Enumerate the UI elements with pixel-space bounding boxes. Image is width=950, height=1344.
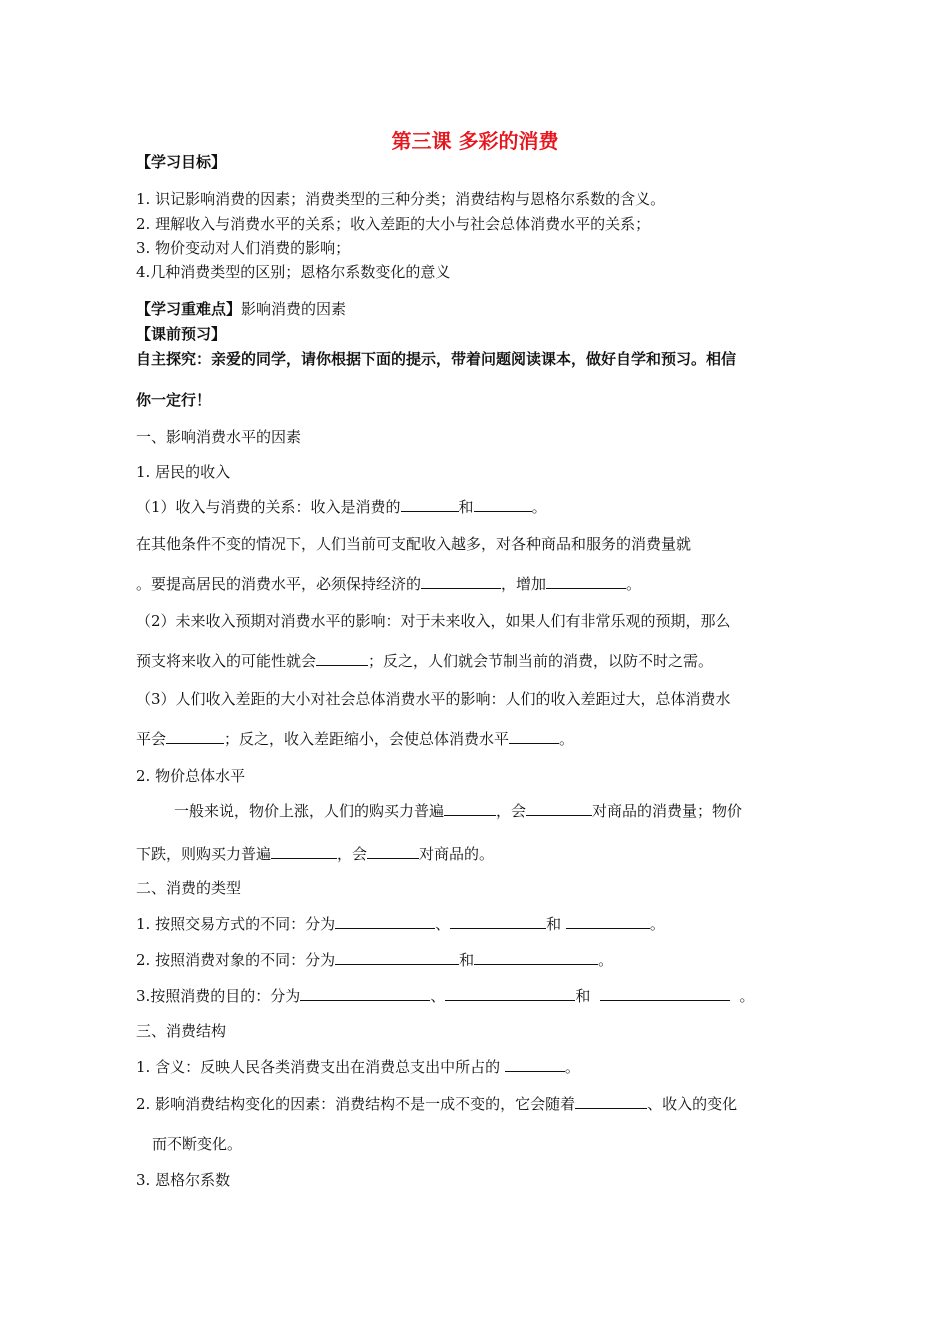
- fill-blank[interactable]: [566, 914, 650, 929]
- subsection-heading: 1. 居民的收入: [136, 463, 231, 481]
- fill-blank[interactable]: [526, 801, 592, 816]
- page-title: 第三课 多彩的消费: [391, 129, 559, 153]
- key-points-line: [136, 299, 346, 319]
- text-segment: 、: [435, 915, 451, 933]
- text-segment: ，会: [496, 802, 527, 820]
- text-segment: 。: [649, 915, 665, 933]
- paragraph-line: [136, 651, 713, 671]
- fill-blank[interactable]: [450, 914, 546, 929]
- fill-blank[interactable]: [421, 574, 501, 589]
- section-heading: 三、消费结构: [136, 1022, 227, 1040]
- fill-blank[interactable]: [505, 1057, 565, 1072]
- text-segment: 和: [458, 498, 474, 516]
- text-segment: 、收入的变化: [647, 1095, 738, 1113]
- fill-blank[interactable]: [300, 986, 430, 1001]
- fill-blank[interactable]: [316, 651, 368, 666]
- section-heading: 一、影响消费水平的因素: [136, 428, 302, 446]
- fill-blank[interactable]: [600, 986, 730, 1001]
- subsection-heading: 3. 恩格尔系数: [136, 1171, 231, 1189]
- text-segment: 、: [430, 987, 446, 1005]
- objectives-heading: 【学习目标】: [136, 153, 227, 171]
- fill-blank[interactable]: [474, 950, 598, 965]
- paragraph-line: [136, 497, 547, 517]
- paragraph-line: [136, 844, 494, 864]
- paragraph-line: （2）未来收入预期对消费水平的影响：对于未来收入，如果人们有非常乐观的预期，那么: [136, 612, 731, 630]
- paragraph-line: 而不断变化。: [152, 1135, 243, 1153]
- fill-blank[interactable]: [166, 729, 224, 744]
- fill-blank[interactable]: [509, 729, 559, 744]
- text-segment: 对商品的消费量；物价: [592, 802, 743, 820]
- objective-item: 3. 物价变动对人们消费的影响；: [136, 239, 351, 257]
- key-points-text: 影响消费的因素: [241, 300, 347, 318]
- intro-line: 自主探究：亲爱的同学，请你根据下面的提示，带着问题阅读课本，做好自学和预习。相信: [136, 350, 737, 368]
- paragraph-line: [136, 950, 613, 970]
- text-segment: 一般来说，物价上涨，人们的购买力普遍: [174, 802, 445, 820]
- paragraph-line: [136, 729, 574, 749]
- fill-blank[interactable]: [444, 801, 496, 816]
- text-segment: ，增加: [501, 575, 547, 593]
- text-segment: 。: [559, 730, 575, 748]
- fill-blank[interactable]: [546, 574, 626, 589]
- text-segment: 1. 含义：反映人民各类消费支出在消费总支出中所占的: [136, 1058, 501, 1076]
- objective-item: 2. 理解收入与消费水平的关系；收入差距的大小与社会总体消费水平的关系；: [136, 215, 651, 233]
- intro-line: 你一定行！: [136, 391, 212, 409]
- paragraph-line: [136, 1057, 580, 1077]
- fill-blank[interactable]: [401, 497, 459, 512]
- paragraph-line: （3）人们收入差距的大小对社会总体消费水平的影响：人们的收入差距过大，总体消费水: [136, 690, 731, 708]
- text-segment: 。: [531, 498, 547, 516]
- paragraph-line: [136, 986, 754, 1006]
- text-segment: 和: [575, 987, 591, 1005]
- text-segment: 2. 影响消费结构变化的因素：消费结构不是一成不变的，它会随着: [136, 1095, 576, 1113]
- text-segment: 和: [459, 951, 475, 969]
- fill-blank[interactable]: [445, 986, 575, 1001]
- text-segment: 平会: [136, 730, 167, 748]
- paragraph-line: [136, 1094, 737, 1114]
- text-segment: 。要提高居民的消费水平，必须保持经济的: [136, 575, 422, 593]
- objective-item: 1. 识记影响消费的因素；消费类型的三种分类；消费结构与恩格尔系数的含义。: [136, 190, 666, 208]
- fill-blank[interactable]: [367, 844, 419, 859]
- text-segment: （1）收入与消费的关系：收入是消费的: [136, 498, 401, 516]
- fill-blank[interactable]: [474, 497, 532, 512]
- text-segment: 。: [564, 1058, 580, 1076]
- text-segment: 。: [626, 575, 642, 593]
- text-segment: 对商品的。: [419, 845, 495, 863]
- paragraph-line: [174, 801, 742, 821]
- preview-heading: 【课前预习】: [136, 325, 227, 343]
- text-segment: 2. 按照消费对象的不同：分为: [136, 951, 336, 969]
- text-segment: ，会: [337, 845, 368, 863]
- fill-blank[interactable]: [335, 950, 459, 965]
- text-segment: 预支将来收入的可能性就会: [136, 652, 317, 670]
- paragraph-line: 在其他条件不变的情况下，人们当前可支配收入越多，对各种商品和服务的消费量就: [136, 535, 692, 553]
- subsection-heading: 2. 物价总体水平: [136, 767, 246, 785]
- section-heading: 二、消费的类型: [136, 879, 242, 897]
- text-segment: ；反之，人们就会节制当前的消费，以防不时之需。: [368, 652, 714, 670]
- fill-blank[interactable]: [335, 914, 435, 929]
- text-segment: 。: [739, 987, 755, 1005]
- text-segment: 下跌，则购买力普遍: [136, 845, 272, 863]
- key-points-heading: 【学习重难点】: [136, 300, 242, 318]
- paragraph-line: [136, 574, 641, 594]
- objective-item: 4.几种消费类型的区别；恩格尔系数变化的意义: [136, 263, 451, 281]
- fill-blank[interactable]: [575, 1094, 647, 1109]
- text-segment: ；反之，收入差距缩小，会使总体消费水平: [224, 730, 510, 748]
- text-segment: 。: [598, 951, 614, 969]
- paragraph-line: [136, 914, 665, 934]
- text-segment: 和: [546, 915, 562, 933]
- text-segment: 3.按照消费的目的：分为: [136, 987, 301, 1005]
- text-segment: 1. 按照交易方式的不同：分为: [136, 915, 336, 933]
- fill-blank[interactable]: [271, 844, 337, 859]
